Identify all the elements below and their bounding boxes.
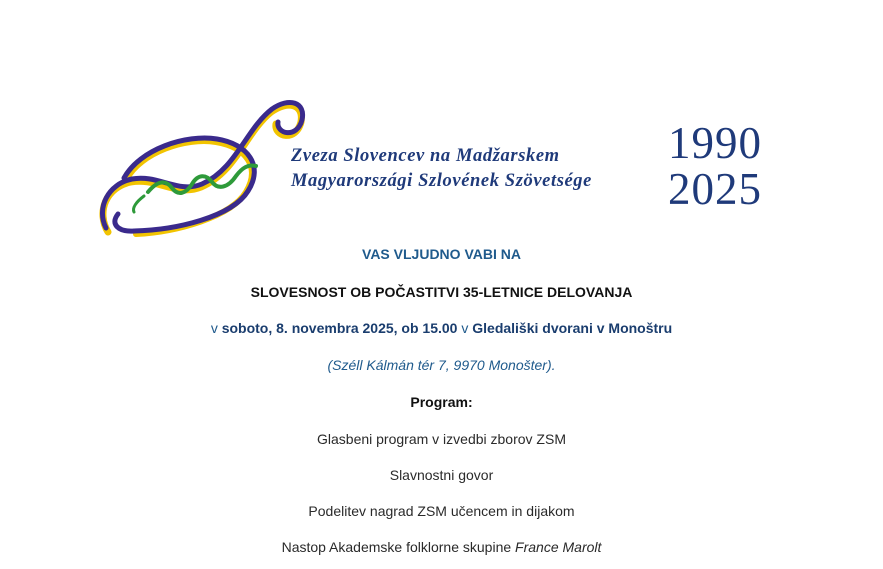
org-name-hungarian: Magyarországi Szlovének Szövetsége <box>291 171 592 191</box>
logo-banner <box>96 92 786 242</box>
venue-address: (Széll Kálmán tér 7, 9970 Monošter). <box>327 357 556 373</box>
when-prefix: v <box>210 320 222 336</box>
event-when-where <box>0 320 883 336</box>
program-title: Program: <box>410 394 473 410</box>
program-item: Slavnostni govor <box>389 467 494 483</box>
program-item: Podelitev nagrad ZSM učencem in dijakom <box>308 503 575 519</box>
ribbon-logo-icon <box>96 92 311 242</box>
event-date-time: soboto, 8. novembra 2025, ob 15.00 <box>221 320 458 336</box>
year-end: 2025 <box>668 164 762 214</box>
event-title: SLOVESNOST OB POČASTITVI 35-LETNICE DELOVANJA <box>250 284 633 300</box>
program-item-folklore <box>0 539 883 555</box>
event-venue: Gledališki dvorani v Monoštru <box>472 320 673 336</box>
org-name-slovenian: Zveza Slovencev na Madžarskem <box>291 146 560 166</box>
org-name <box>291 144 592 194</box>
program-item-prefix: Nastop Akademske folklorne skupine <box>281 539 516 555</box>
anniversary-years <box>668 120 762 212</box>
year-start: 1990 <box>668 118 762 168</box>
invitation-heading: VAS VLJUDNO VABI NA <box>362 246 521 262</box>
venue-connector: v <box>457 320 473 336</box>
folklore-group-name: France Marolt <box>515 539 602 555</box>
program-item: Glasbeni program v izvedbi zborov ZSM <box>317 431 566 447</box>
